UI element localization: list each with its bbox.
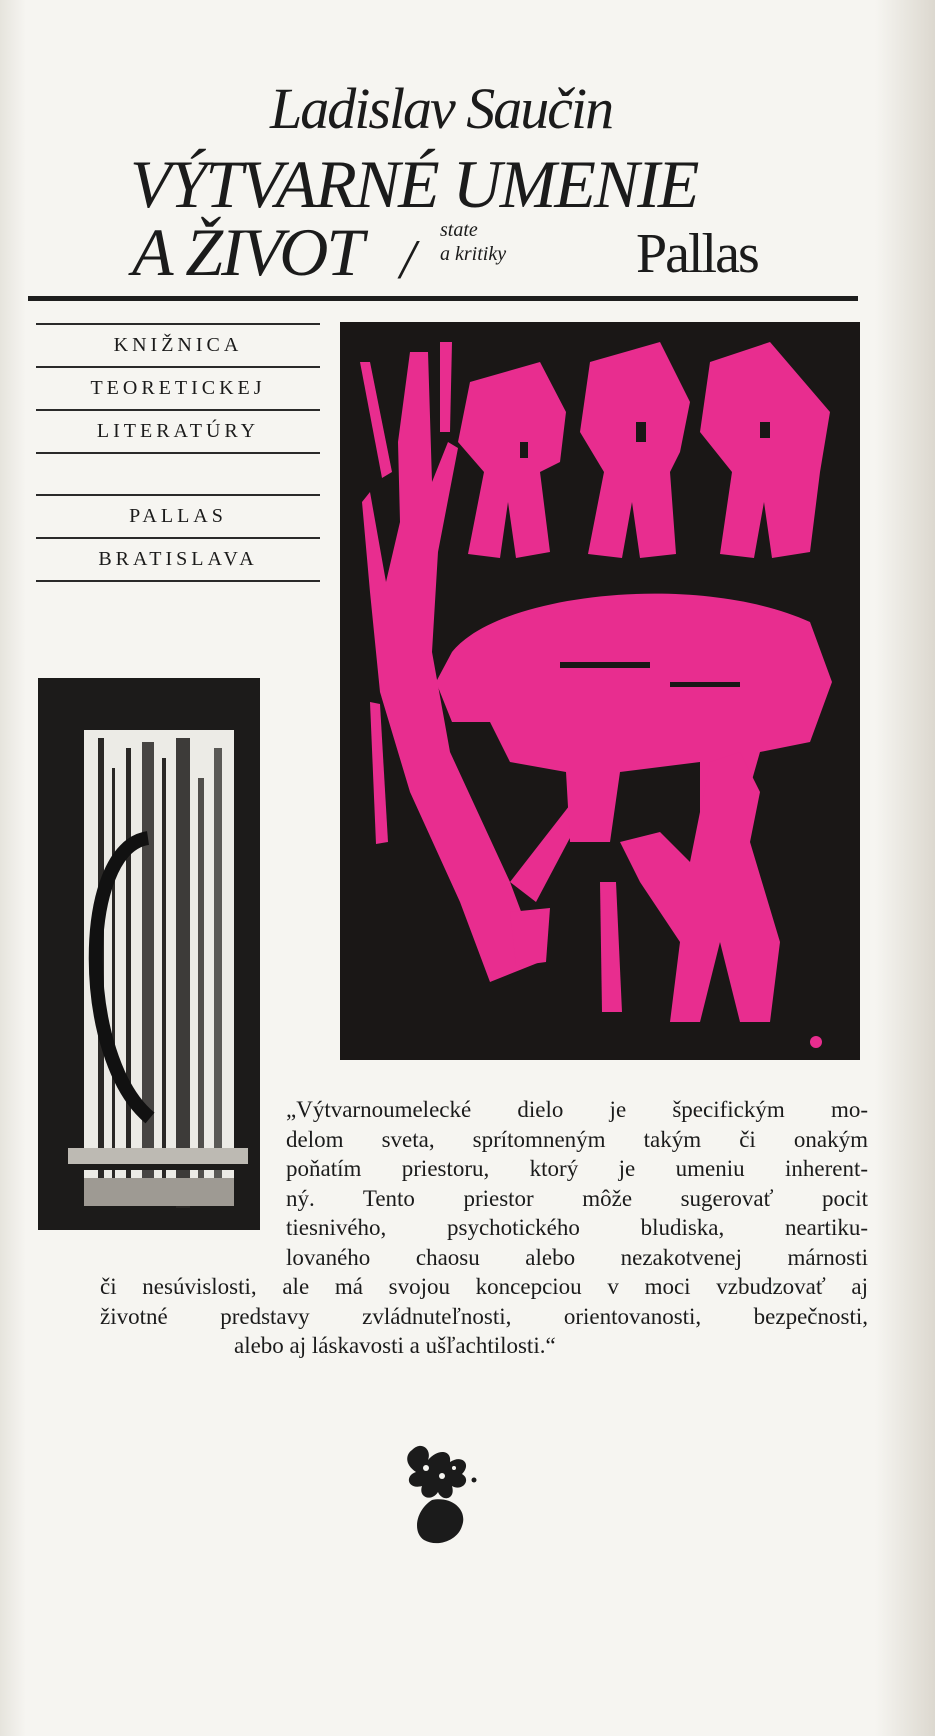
cover-edge-right <box>875 0 935 1736</box>
series-line-3: LITERATÚRY <box>36 409 320 452</box>
title-line-2: A ŽIVOT <box>132 214 363 290</box>
series-line-1: KNIŽNICA <box>36 323 320 366</box>
title-line-1: VÝTVARNÉ UMENIE <box>130 146 698 222</box>
series-line-2: TEORETICKEJ <box>36 366 320 409</box>
quote-line: či nesúvislosti, ale má svojou koncepciou v moci vzbudzovať aj <box>100 1274 868 1299</box>
cover-edge-left <box>0 0 26 1736</box>
subtitle <box>440 218 506 266</box>
quote-line: alebo aj láskavosti a ušľachtilosti.“ <box>234 1333 556 1358</box>
series-end-rule <box>36 580 320 582</box>
abstract-print-image <box>38 678 260 1230</box>
quote-line: „Výtvarnoumelecké dielo je špecifickým mo- <box>286 1097 868 1122</box>
pallas-logo-icon <box>402 1440 480 1550</box>
subtitle-line-2: a kritiky <box>440 243 507 265</box>
quote-line: lovaného chaosu alebo nezakotvenej márnosti <box>286 1244 868 1270</box>
title-slash: / <box>400 229 416 291</box>
woodcut-print-image <box>340 322 860 1060</box>
quote-block <box>100 1095 868 1361</box>
series-divider <box>36 452 320 494</box>
quote-line: ný. Tento priestor môže sugerovať pocit <box>286 1185 868 1211</box>
quote-line: delom sveta, sprítomneným takým či onakým <box>286 1126 868 1152</box>
series-city: BRATISLAVA <box>36 537 320 580</box>
title-rule <box>28 296 858 301</box>
series-block <box>36 323 320 582</box>
quote-line: životné predstavy zvládnuteľnosti, orientovanosti, bezpečnosti, <box>100 1303 868 1329</box>
publisher-name: Pallas <box>636 223 758 285</box>
subtitle-line-1: state <box>440 219 478 241</box>
series-publisher: PALLAS <box>36 494 320 537</box>
author-name: Ladislav Saučin <box>270 76 613 141</box>
quote-line: tiesnivého, psychotického bludiska, neartiku- <box>286 1215 868 1240</box>
quote-line: poňatím priestoru, ktorý je umeniu inherent- <box>286 1156 868 1181</box>
